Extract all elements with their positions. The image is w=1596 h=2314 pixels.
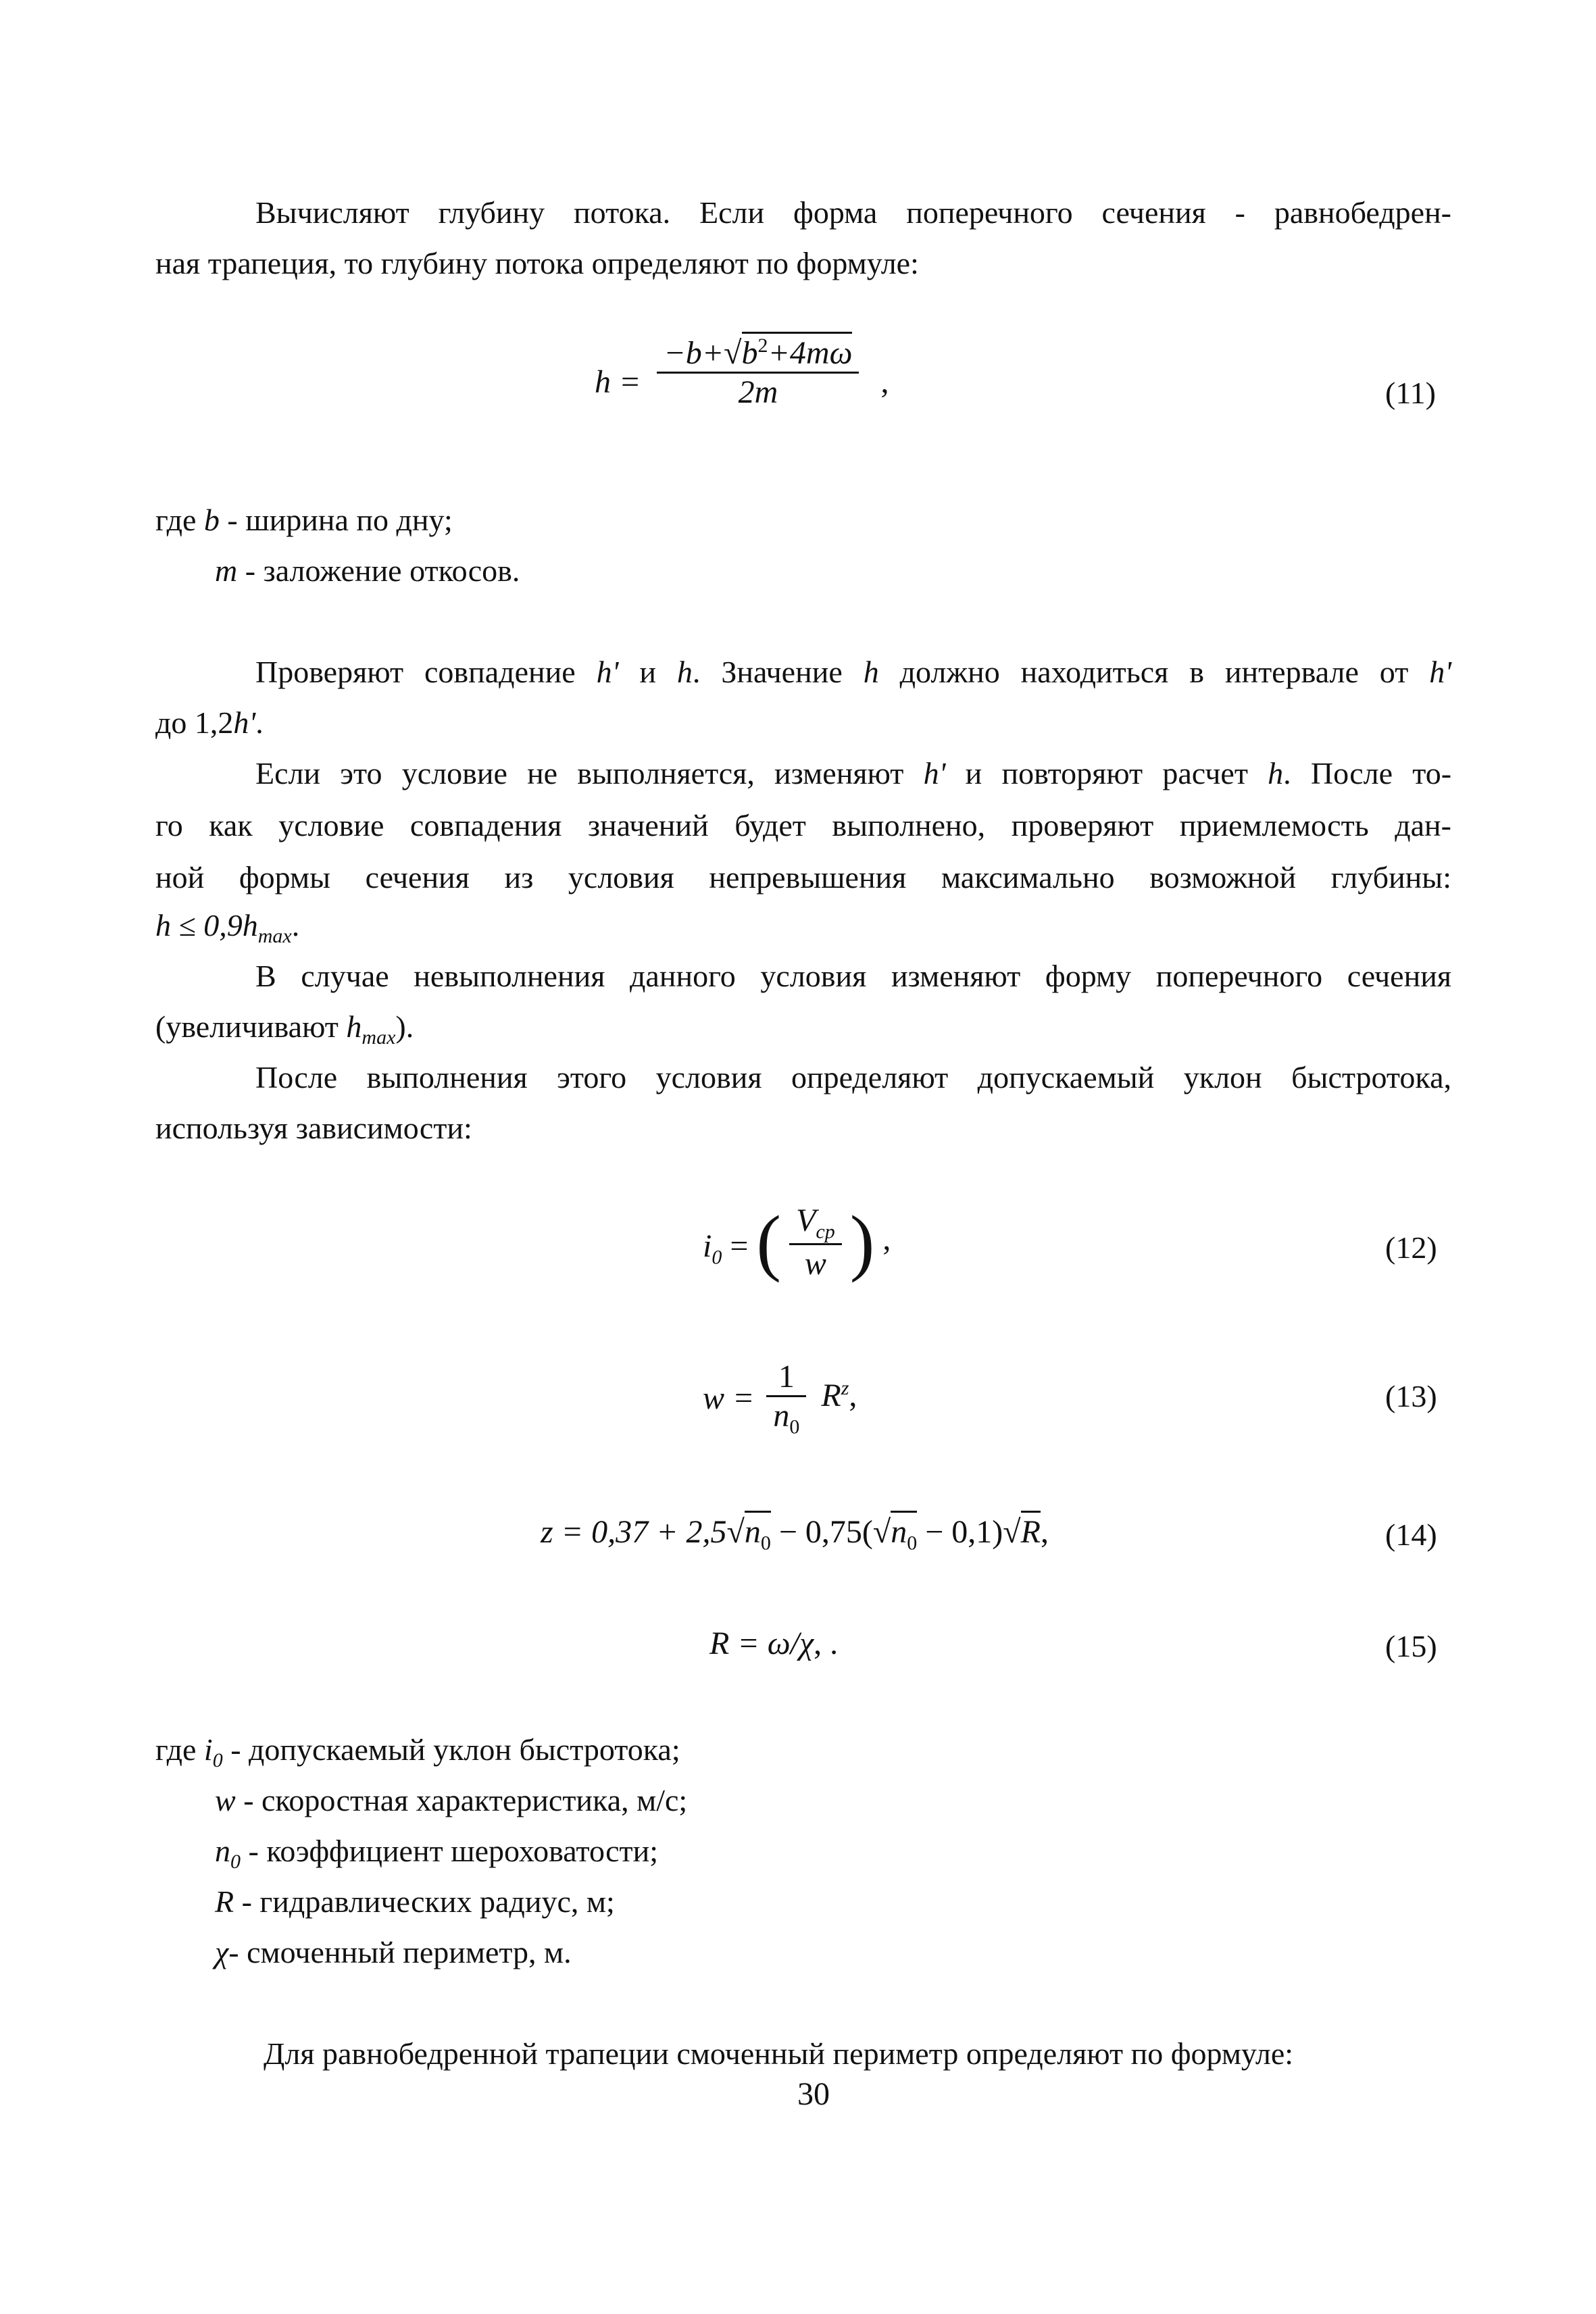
equation-13: w = $\frac{1}{n_0}$ $R^z$, — [703, 1359, 857, 1438]
paragraph-5-line-2: используя зависимости: — [155, 1111, 472, 1145]
eq11-num-a: −b+ — [664, 335, 724, 371]
equation-12: $i_0$ = ( $\frac{V_{ср}}{w}$ ) , — [703, 1201, 891, 1283]
where-2-item-2: $n_0$ - коэффициент шероховатости; — [215, 1834, 659, 1873]
paragraph-5-line-1: После выполнения этого условия определяют допускаемый уклон быстротока, — [255, 1060, 1451, 1095]
equation-11-number: (11) — [1385, 376, 1436, 410]
equation-14-number: (14) — [1385, 1517, 1437, 1552]
eq12-den: w — [804, 1246, 826, 1282]
where-1-line-1 — [155, 500, 453, 540]
eq13-num: 1 — [778, 1359, 795, 1394]
where-1-symbol-b: b — [203, 503, 220, 537]
paragraph-2-line-2: до 1,2h'. — [155, 705, 264, 740]
where-2-item-1: w - скоростная характеристика, м/с; — [215, 1783, 688, 1817]
where-1-text-b: - ширина по дну; — [227, 503, 453, 537]
where-1-prefix: где — [155, 503, 197, 537]
where-2-item-4: χ- смоченный периметр, м. — [215, 1935, 572, 1969]
eq13-den: n — [773, 1398, 790, 1434]
paragraph-4-line-1: В случае невыполнения данного условия изменяют форму поперечного сечения — [255, 959, 1451, 993]
eq11-num-b: b — [741, 335, 758, 371]
equation-14: $z = 0,37 + 2,5√n_0 - 0,75(√n_0 - 0,1)√R$, — [541, 1513, 1049, 1555]
eq11-num-d: +4mω — [768, 335, 853, 371]
where-2-item-3: R - гидравлических радиус, м; — [215, 1884, 615, 1919]
equation-15: R = ω/χ, . — [709, 1626, 839, 1661]
eq11-lhs: h = — [595, 363, 641, 400]
paragraph-3-line-1: Если это условие не выполняется, изменяют h' и повторяют расчет h. После то- — [255, 756, 1452, 790]
page-number: 30 — [797, 2076, 830, 2112]
eq11-den: 2m — [738, 374, 778, 410]
paragraph-3-line-3: ной формы сечения из условия непревышения максимально возможной глубины: — [155, 860, 1451, 895]
eq12-num: V — [796, 1202, 816, 1238]
where-1-text-m: - заложение откосов. — [245, 553, 520, 588]
equation-15-number: (15) — [1385, 1629, 1437, 1663]
equation-11: h = $\frac{-b+√b^2+4m\omega}{2m}$ , — [595, 334, 889, 411]
paragraph-2-line-1: Проверяют совпадение h' и h. Значение h должно находиться в интервале от h' — [255, 655, 1452, 689]
where-1-symbol-m: m — [215, 553, 238, 588]
paragraph-1-line-1: Вычисляют глубину потока. Если форма поперечного сечения - равнобедрен- — [255, 195, 1451, 230]
eq13-rhs: R — [821, 1377, 841, 1413]
eq15-lhs: R = — [709, 1626, 759, 1661]
paragraph-1-line-2: ная трапеция, то глубину потока определяют по формуле: — [155, 246, 919, 280]
eq12-left-paren: ( — [756, 1201, 782, 1283]
eq11-comma: , — [880, 363, 889, 400]
eq13-lhs: w = — [703, 1380, 755, 1416]
paragraph-6-line-1: Для равнобедренной трапеции смоченный периметр определяют по формуле: — [264, 2036, 1294, 2071]
equation-12-number: (12) — [1385, 1230, 1437, 1265]
paragraph-3-line-4: $h \le 0,9h_{max}$. — [155, 908, 300, 948]
eq12-lhs: i — [703, 1228, 712, 1264]
eq12-comma: , — [882, 1221, 891, 1257]
equation-13-number: (13) — [1385, 1379, 1437, 1413]
eq15-rhs: ω/χ — [767, 1626, 814, 1661]
where-2-item-0: где $i_0$ - допускаемый уклон быстротока; — [155, 1732, 680, 1772]
paragraph-3-line-2: го как условие совпадения значений будет выполнено, проверяют приемлемость дан- — [155, 808, 1451, 842]
eq11-num-c: 2 — [757, 334, 768, 357]
paragraph-4-line-2: (увеличивают $h_{max}$). — [155, 1009, 414, 1049]
eq14-part-a: z = 0,37 + 2,5 — [541, 1514, 727, 1550]
eq12-right-paren: ) — [849, 1201, 875, 1283]
where-1-line-2 — [215, 551, 520, 591]
